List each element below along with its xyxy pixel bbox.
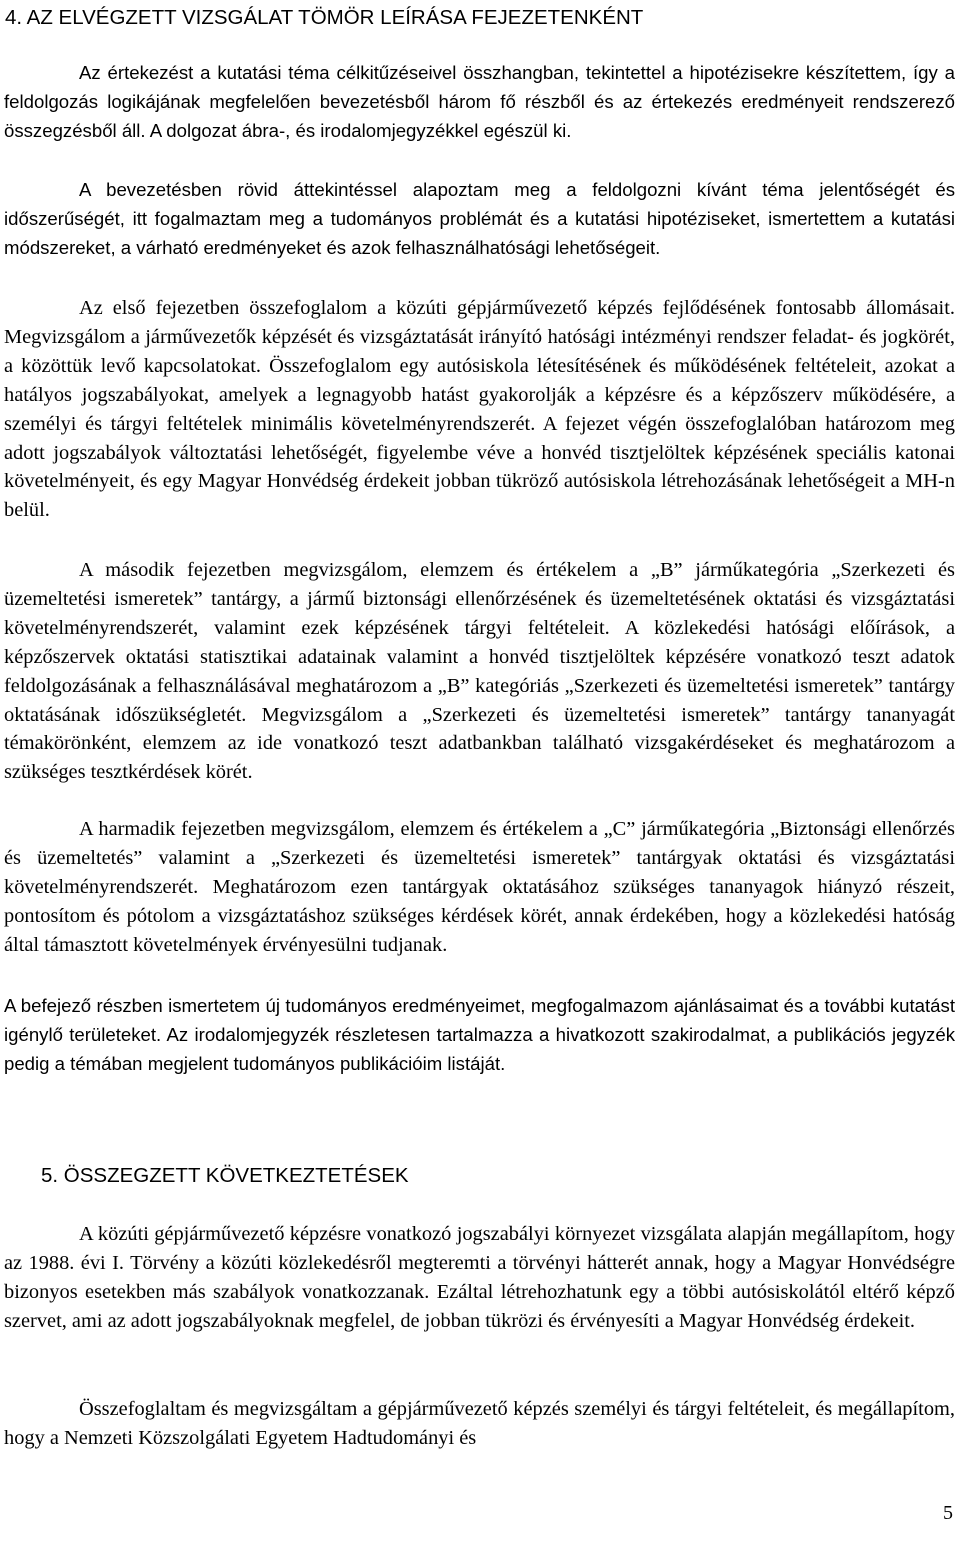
- chapter-3-paragraph: A harmadik fejezetben megvizsgálom, elemzem és értékelem a „C” járműkategória „Biztonsági ellenőrzés és üzemeltetés” valamint a „Szerkezeti és üzemeltetési ismeretek” tantárgyak oktatási és vizsgáztatási követelményrendszerét. Meghatározom ezen tantárgyak oktatásához szükséges tananyagok hiányzó részeit, pontosítom és pótolom a vizsgáztatáshoz szükséges kérdések körét, annak érdekében, hogy a közlekedési hatóság által támasztott követelmények érvényesülni tudjanak.: [4, 818, 955, 956]
- section-5-heading: 5. ÖSSZEGZETT KÖVETKEZTETÉSEK: [41, 1164, 409, 1187]
- chapter-1-paragraph: Az első fejezetben összefoglalom a közúti gépjárművezető képzés fejlődésének fontosabb állomásait. Megvizsgálom a járművezetők képzését és vizsgáztatását irányító hatósági intézményi rendszer feladat- és jogkörét, a közöttük levő kapcsolatokat. Összefoglalom egy autósiskola létesítésének és működésének feltételeit, azokat a hatályos jogszabályokat, amelyek a legnagyobb hatást gyakorolják a képzésre és a képzőszerv működésére, a személyi és tárgyi feltételek minimális követelményrendszerét. A fejezet végén összefoglalóban határozom meg adott jogszabályok változtatási lehetőségét, figyelembe véve a honvéd tisztjelöltek képzésének speciális katonai követelményeit, és egy Magyar Honvédség érdekeit jobban tükröző autósiskola létrehozásának lehetőségeit a MH-n belül.: [4, 297, 955, 522]
- chapter-2-paragraph: A második fejezetben megvizsgálom, elemzem és értékelem a „B” járműkategória „Szerkezeti és üzemeltetési ismeretek” tantárgy, a jármű biztonsági ellenőrzésének és üzemeltetésének oktatási és vizsgáztatási követelményrendszerét, valamint ezek képzésének tárgyi feltételeit. A közlekedési hatósági előírások, a képzőszervek oktatási statisztikai adatainak valamint a honvéd tisztjelöltek képzésére vonatkozó teszt adatok feldolgozásának a felhasználásával meghatározom a „B” kategóriás „Szerkezeti és üzemeltetési ismeretek” tantárgy oktatásának időszükségletét. Megvizsgálom a „Szerkezeti és üzemeltetési ismeretek” tantárgy tananyagát témakörönként, elemzem az ide vonatkozó teszt adatbankban található vizsgakérdéseket és meghatározom a szükséges tesztkérdések körét.: [4, 559, 955, 784]
- section-4-heading: 4. AZ ELVÉGZETT VIZSGÁLAT TÖMÖR LEÍRÁSA FEJEZETENKÉNT: [5, 6, 644, 29]
- closing-paragraph: A befejező részben ismertetem új tudományos eredményeimet, megfogalmazom ajánlásaimat és a további kutatást igénylő területeket. Az irodalomjegyzék részletesen tartalmazza a hivatkozott szakirodalmat, a publikációs jegyzék pedig a témában megjelent tudományos publikációim listáját.: [4, 995, 955, 1075]
- conclusions-paragraph-2: Összefoglaltam és megvizsgáltam a gépjárművezető képzés személyi és tárgyi feltételeit, és megállapítom, hogy a Nemzeti Közszolgálati Egyetem Hadtudományi és: [4, 1398, 955, 1449]
- conclusions-paragraph-1: A közúti gépjárművezető képzésre vonatkozó jogszabályi környezet vizsgálata alapján megállapítom, hogy az 1988. évi I. Törvény a közúti közlekedésről megteremti a törvényi hátterét annak, hogy a Magyar Honvédségre bizonyos esetekben más szabályok vonatkozzanak. Ezáltal létrehozhatunk egy a többi autósiskolától eltérő képző szervet, ami az adott jogszabályoknak megfelel, de jobban tükrözi és érvényesíti a Magyar Honvédség érdekeit.: [4, 1223, 955, 1332]
- section-4-introduction-summary-paragraph: A bevezetésben rövid áttekintéssel alapoztam meg a feldolgozni kívánt téma jelentőségét és időszerűségét, itt fogalmaztam meg a tudományos problémát és a kutatási hipotéziseket, ismertettem a kutatási módszereket, a várható eredményeket és azok felhasználhatósági lehetőségeit.: [4, 179, 955, 259]
- section-4-intro-paragraph: Az értekezést a kutatási téma célkitűzéseivel összhangban, tekintettel a hipotézisekre készítettem, így a feldolgozás logikájának megfelelően bevezetésből három fő részből és az értekezés eredményeit rendszerező összegzésből áll. A dolgozat ábra-, és irodalomjegyzékkel egészül ki.: [4, 62, 955, 142]
- page-number: 5: [943, 1502, 953, 1524]
